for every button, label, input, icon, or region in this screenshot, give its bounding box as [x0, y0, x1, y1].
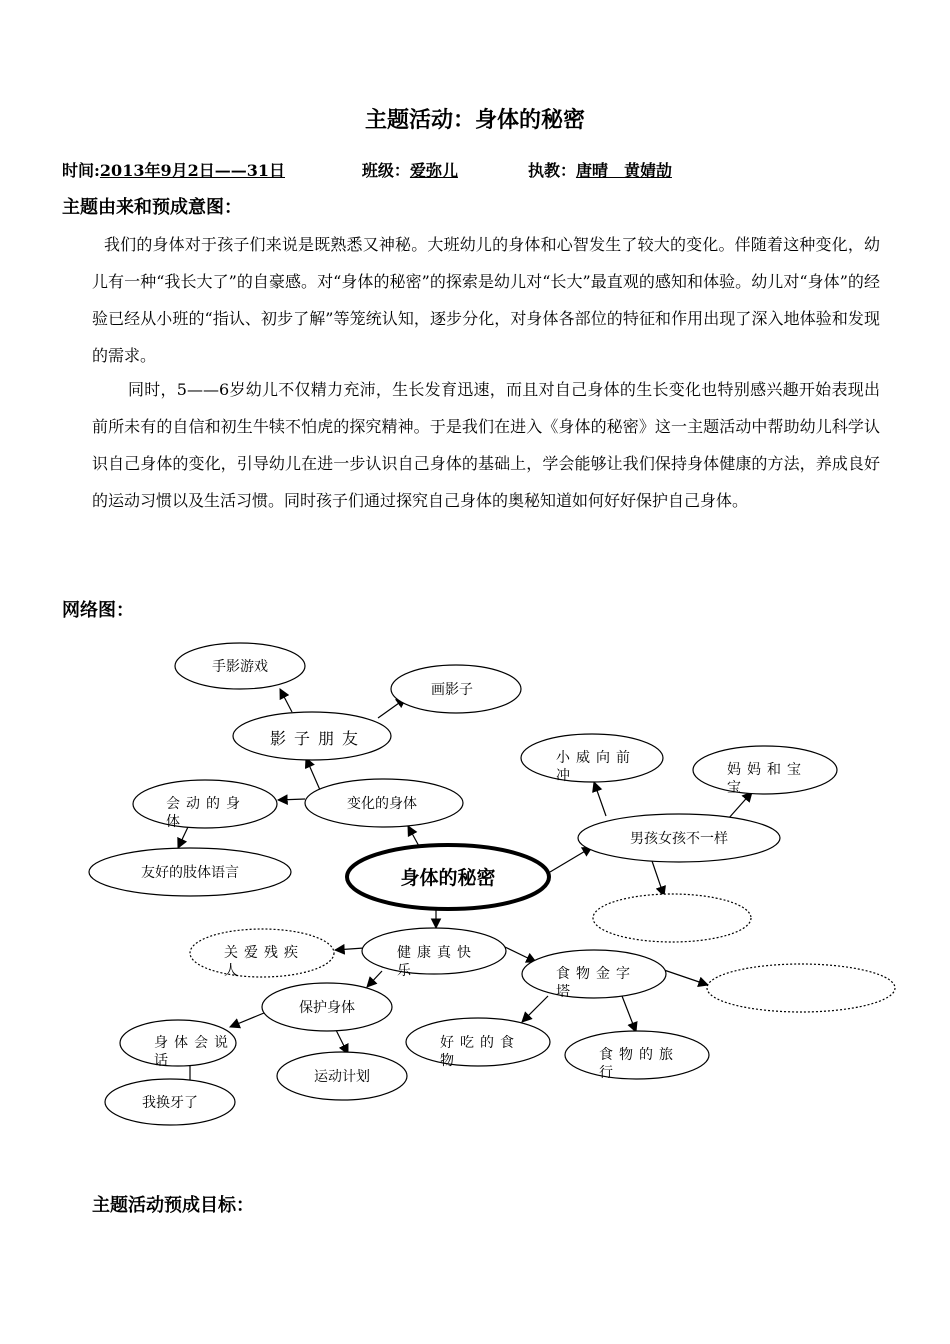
- time-label: 时间:: [62, 161, 100, 180]
- draw-shadow-label: 画影子: [431, 682, 473, 698]
- node-empty-right: [593, 894, 751, 942]
- hand-shadow-label: 手影游戏: [212, 659, 268, 675]
- food-pyramid-label: 食物金字塔: [556, 966, 636, 1000]
- connector-pyramid-empty: [664, 970, 708, 985]
- xiaowei-label: 小威向前冲: [556, 750, 636, 784]
- connector-healthy-care: [335, 948, 364, 950]
- shadow-friend-label: 影子朋友: [270, 729, 367, 748]
- class-label: 班级：: [361, 161, 410, 180]
- connector-center-boygirl: [550, 847, 592, 872]
- time-value: 2013年9月2日——31日: [99, 161, 285, 180]
- body-talk-label: 身体会说话: [154, 1035, 234, 1069]
- food-journey-label: 食物的旅行: [599, 1047, 679, 1081]
- protect-body-label: 保护身体: [299, 1000, 355, 1016]
- moving-body-label: 会动的身体: [166, 796, 246, 830]
- connector-pyramid-journey: [622, 996, 636, 1032]
- node-empty-far-right: [707, 964, 895, 1012]
- care-disabled-label: 关爱残疾人: [224, 945, 304, 979]
- connector-healthy-pyramid: [505, 947, 536, 962]
- connector-protect-plan: [336, 1030, 348, 1054]
- mom-baby-label: 妈妈和宝宝: [727, 762, 807, 796]
- tasty-food-label: 好吃的食物: [440, 1035, 520, 1069]
- page-title: 主题活动：身体的秘密: [364, 108, 585, 133]
- healthy-label: 健康真快乐: [397, 945, 477, 979]
- change-label: 变化的身体: [347, 796, 417, 812]
- body-language-label: 友好的肢体语言: [141, 865, 239, 881]
- center-label: 身体的秘密: [400, 867, 496, 889]
- connector-boygirl-xiaowei: [594, 782, 606, 816]
- connector-change-shadow: [306, 758, 320, 790]
- connector-shadow-hand: [280, 689, 292, 712]
- origin-paragraph-2: 同时，5——6岁幼儿不仅精力充沛，生长发育迅速，而且对自己身体的生长变化也特别感兴趣开始表现出前所未有的自信和初生牛犊不怕虎的探究精神。于是我们在进入《身体的秘密》这一主题活动中帮助幼儿科学认识自己身体的变化，引导幼儿在进一步认识自己身体的基础上，学会能够让我们保持身体健康的方法，养成良好的运动习惯以及生活习惯。同时孩子们通过探究自己身体的奥秘知道如何好好保护自己身体。: [92, 380, 880, 510]
- class-value: 爱弥儿: [409, 161, 458, 180]
- connector-change-moving: [278, 799, 305, 800]
- change-teeth-label: 我换牙了: [142, 1095, 198, 1111]
- connector-healthy-protect: [367, 971, 382, 987]
- goals-heading: 主题活动预成目标：: [92, 1195, 254, 1216]
- teacher-label: 执教：: [527, 161, 576, 180]
- network-heading: 网络图：: [62, 600, 134, 621]
- teacher-value: 唐晴 黄婧劼: [575, 161, 672, 180]
- origin-heading: 主题由来和预成意图：: [62, 197, 242, 218]
- exercise-plan-label: 运动计划: [314, 1069, 370, 1085]
- connector-boygirl-empty: [652, 861, 664, 896]
- origin-paragraph-1: 我们的身体对于孩子们来说是既熟悉又神秘。大班幼儿的身体和心智发生了较大的变化。伴随着这种变化，幼儿有一种“我长大了”的自豪感。对“身体的秘密”的探索是幼儿对“长大”最直观的感知和体验。幼儿对“身体”的经验已经从小班的“指认、初步了解”等笼统认知，逐步分化，对身体各部位的特征和作用出现了深入地体验和发现的需求。: [92, 235, 880, 365]
- boy-girl-label: 男孩女孩不一样: [630, 831, 728, 847]
- connector-pyramid-tasty: [522, 996, 548, 1022]
